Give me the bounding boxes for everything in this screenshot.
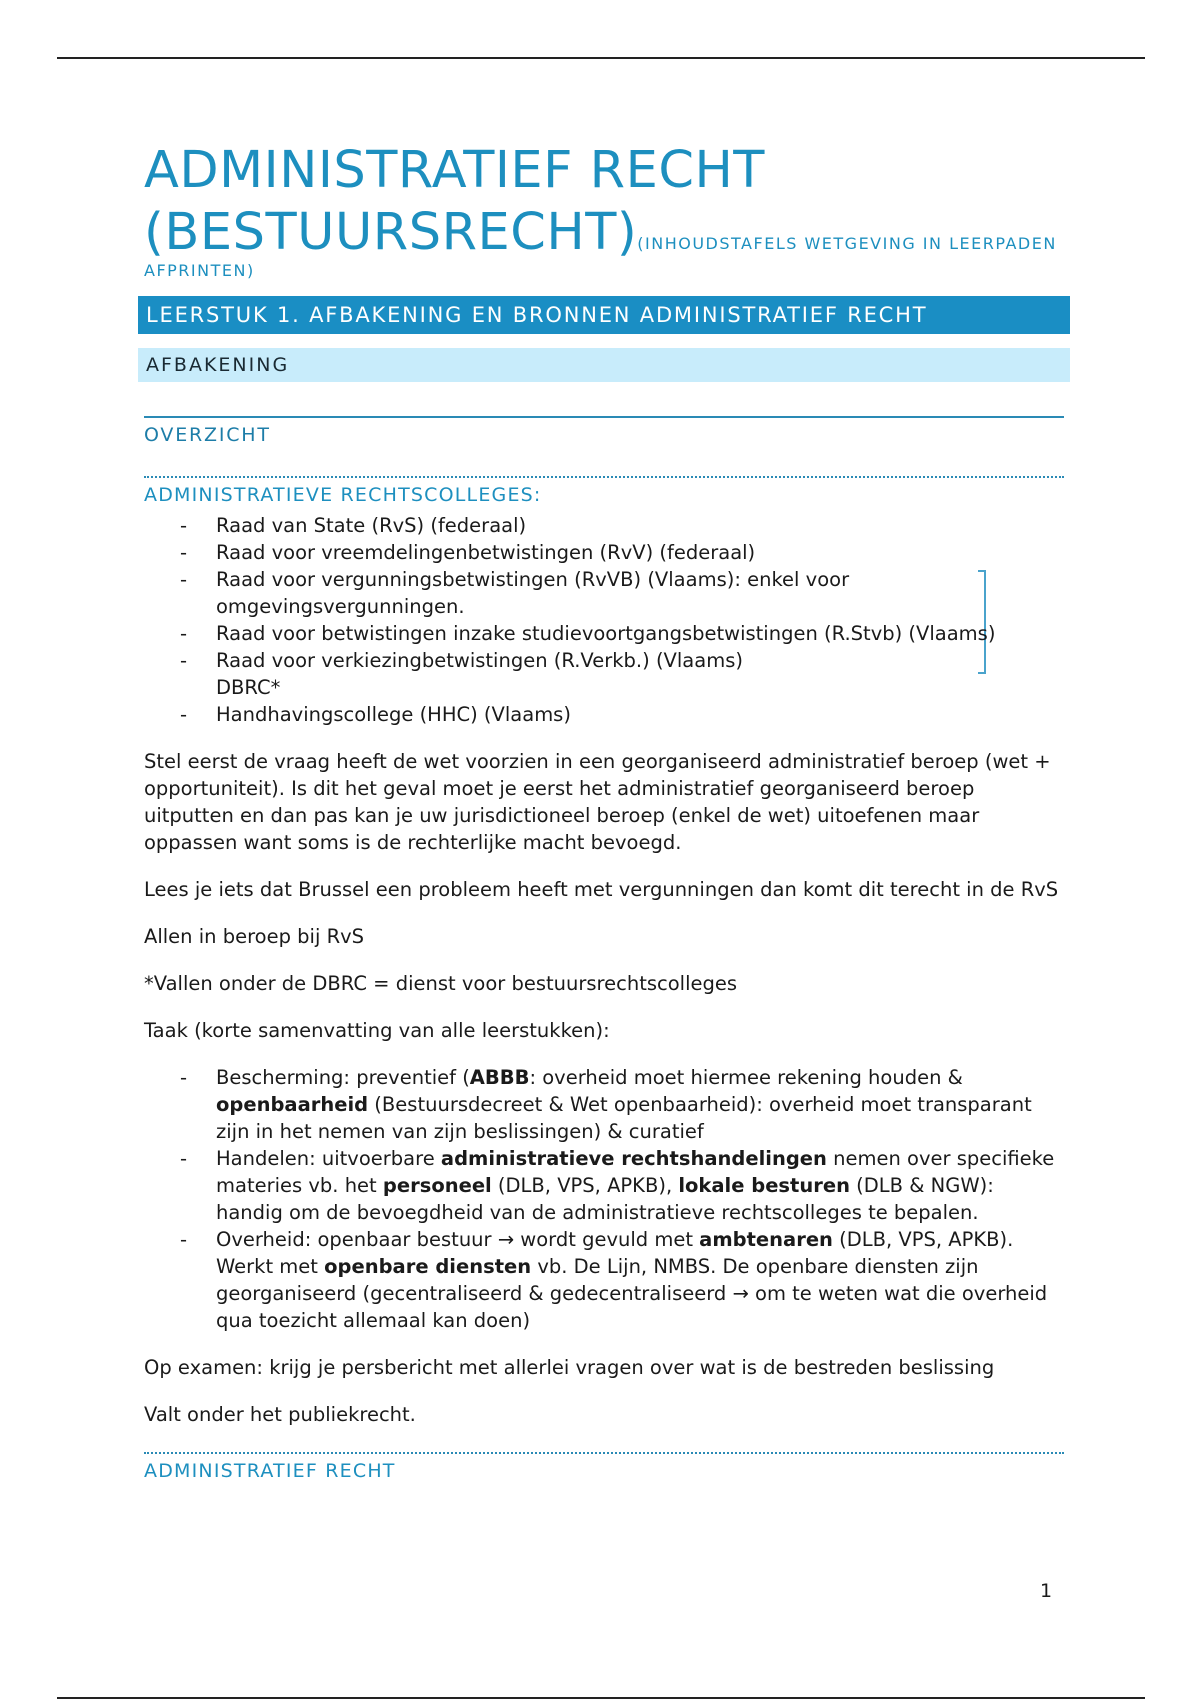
- text-run: Overheid: openbaar bestuur → wordt gevuld met: [216, 1228, 700, 1251]
- bold-run: openbaarheid: [216, 1093, 369, 1116]
- bold-run: lokale besturen: [678, 1174, 850, 1197]
- text-run: (DLB, VPS, APKB). Werkt met: [216, 1228, 1014, 1278]
- bottom-rule: [57, 1697, 1145, 1699]
- paragraph: Op examen: krijg je persbericht met allerlei vragen over wat is de bestreden beslissing: [144, 1356, 995, 1379]
- list-item: - Handhavingscollege (HHC) (Vlaams): [216, 701, 1064, 728]
- paragraph: *Vallen onder de DBRC = dienst voor bestuursrechtscolleges: [144, 972, 738, 995]
- text-run: Handelen: uitvoerbare: [216, 1147, 441, 1170]
- paragraph: Stel eerst de vraag heeft de wet voorzien in een georganiseerd administratief beroep (wet + opportuniteit). Is dit het geval moet je eerst het administratief georganiseerd beroep uitputten en dan pas kan je uw jurisdictioneel beroep (enkel de wet) uitoefenen maar oppassen want soms is de rechterlijke macht bevoegd.: [144, 750, 1051, 854]
- paragraph: Allen in beroep bij RvS: [144, 925, 365, 948]
- paragraph: Valt onder het publiekrecht.: [144, 1403, 416, 1426]
- text-run: nemen over specifieke materies vb. het: [216, 1147, 1055, 1197]
- title-line2: (BESTUURSRECHT): [144, 203, 638, 262]
- top-rule: [57, 57, 1145, 59]
- list-item: - Raad voor vergunningsbetwistingen (RvVB) (Vlaams): enkel voor omgevingsvergunningen.: [216, 566, 1064, 620]
- list-item: [216, 1145, 1064, 1226]
- paragraph: Lees je iets dat Brussel een probleem heeft met vergunningen dan komt dit terecht in de RvS: [144, 878, 1059, 901]
- bold-run: personeel: [382, 1174, 492, 1197]
- dbrc-label: DBRC*: [216, 676, 281, 699]
- rechtscolleges-list-last: [144, 701, 1064, 728]
- list-item: [216, 1226, 1064, 1334]
- bold-run: ABBB: [469, 1066, 530, 1089]
- document-page: [144, 140, 1064, 1482]
- bold-run: openbare diensten: [324, 1255, 532, 1278]
- bold-run: ambtenaren: [699, 1228, 833, 1251]
- list-item: - Raad van State (RvS) (federaal): [216, 512, 1064, 539]
- title-note-continued: AFPRINTEN): [144, 261, 255, 280]
- heading-overzicht: OVERZICHT: [144, 416, 1064, 446]
- text-run: : overheid moet hiermee rekening houden &: [529, 1066, 963, 1089]
- list-item: - Raad voor betwistingen inzake studievoortgangsbetwistingen (R.Stvb) (Vlaams): [216, 620, 1064, 647]
- text-run: (DLB, VPS, APKB),: [491, 1174, 679, 1197]
- list-item: - Raad voor vreemdelingenbetwistingen (RvV) (federaal): [216, 539, 1064, 566]
- text-run: (DLB & NGW): handig om de bevoegdheid van de administratieve rechtscolleges te bepalen.: [216, 1174, 994, 1224]
- page-number: 1: [1040, 1580, 1053, 1602]
- document-title: [144, 140, 1064, 264]
- text-run: Bescherming: preventief (: [216, 1066, 470, 1089]
- paragraph: Taak (korte samenvatting van alle leerstukken):: [144, 1019, 610, 1042]
- task-list: [144, 1064, 1064, 1334]
- list-item: - Raad voor verkiezingbetwistingen (R.Verkb.) (Vlaams): [216, 647, 1064, 674]
- heading-afbakening: AFBAKENING: [138, 348, 1070, 382]
- rechtscolleges-list: [144, 512, 1064, 674]
- rechtscolleges-list-wrap: [144, 512, 1064, 728]
- list-item: [216, 1064, 1064, 1145]
- text-run: vb. De Lijn, NMBS. De openbare diensten zijn georganiseerd (gecentraliseerd & gedecentraliseerd → om te weten wat die overheid qua toezicht allemaal kan doen): [216, 1255, 1048, 1332]
- title-line1: ADMINISTRATIEF RECHT: [144, 141, 765, 200]
- text-run: (Bestuursdecreet & Wet openbaarheid): overheid moet transparant zijn in het nemen van zijn beslissingen) & curatief: [216, 1093, 1032, 1143]
- bold-run: administratieve rechtshandelingen: [440, 1147, 827, 1170]
- title-note: (INHOUDSTAFELS WETGEVING IN LEERPADEN: [637, 234, 1057, 253]
- heading-administratieve-rechtscolleges: ADMINISTRATIEVE RECHTSCOLLEGES:: [144, 476, 1064, 506]
- heading-leerstuk-1: LEERSTUK 1. AFBAKENING EN BRONNEN ADMINISTRATIEF RECHT: [138, 296, 1070, 334]
- heading-administratief-recht: ADMINISTRATIEF RECHT: [144, 1452, 1064, 1482]
